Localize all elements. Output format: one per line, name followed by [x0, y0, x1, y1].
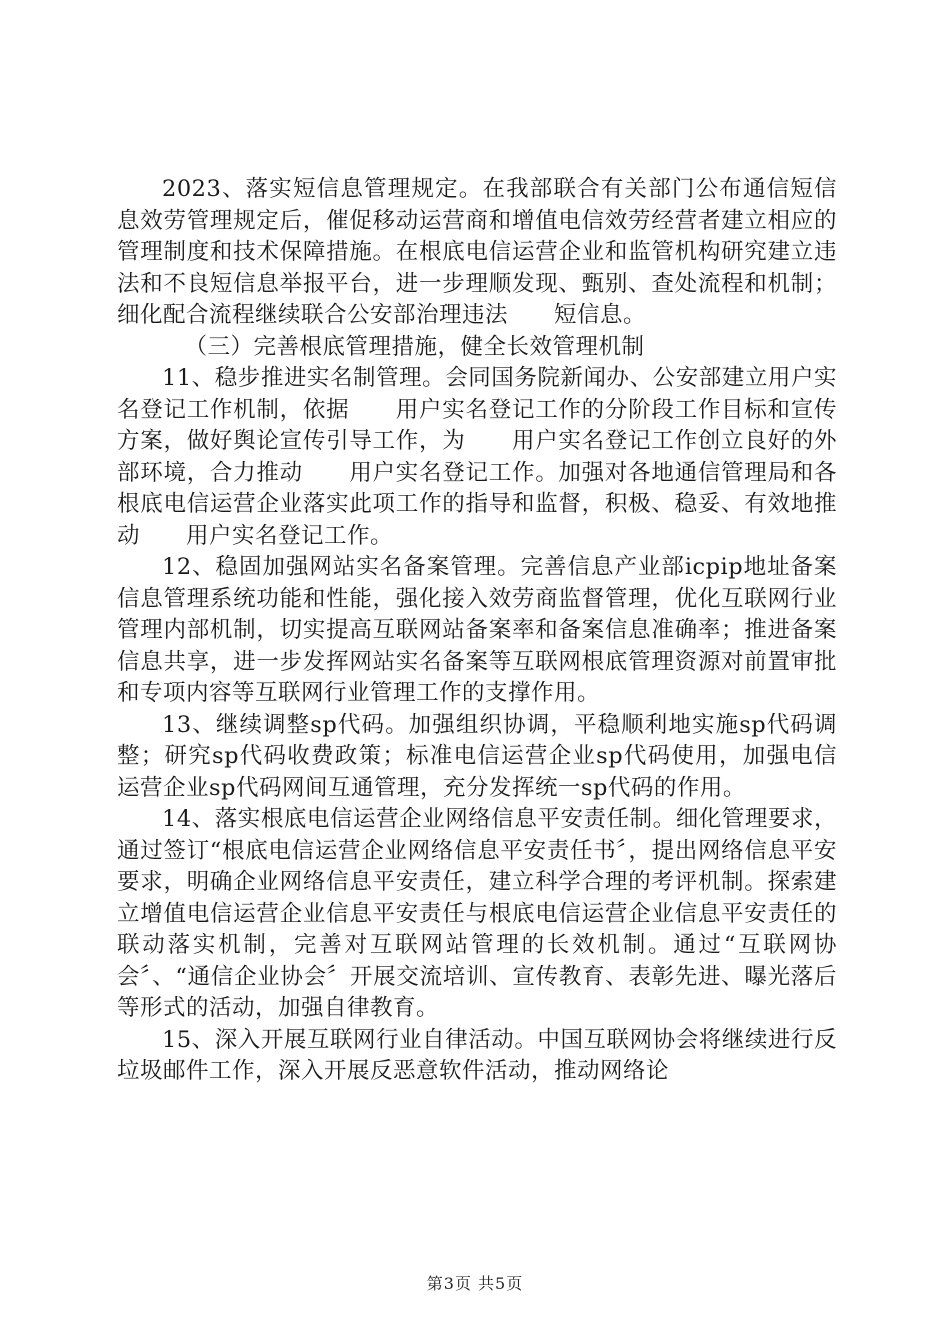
page-number: 第3页 共5页 [426, 1274, 524, 1293]
paragraph-sms-management: 2023、落实短信息管理规定。在我部联合有关部门公布通信短信息效劳管理规定后，催促移动运营商和增值电信效劳经营者建立相应的管理制度和技术保障措施。在根底电信运营企业和监管机构研究建立违法和不良短信息举报平台，进一步理顺发现、甄别、查处流程和机制；细化配合流程继续联合公安部治理违法 短信息。 [117, 176, 837, 328]
document-body [117, 174, 837, 1088]
paragraph-security-responsibility: 14、落实根底电信运营企业网络信息平安责任制。细化管理要求，通过签订“根底电信运营企业网络信息平安责任书〞，提出网络信息平安要求，明确企业网络信息平安责任，建立科学合理的考评机制。探索建立增值电信运营企业信息平安责任与根底电信运营企业信息平安责任的联动落实机制，完善对互联网站管理的长效机制。通过“互联网协会〞、“通信企业协会〞开展交流培训、宣传教育、表彰先进、曝光落后等形式的活动，加强自律教育。 [117, 806, 837, 1021]
paragraph-self-discipline: 15、深入开展互联网行业自律活动。中国互联网协会将继续进行反垃圾邮件工作，深入开展反恶意软件活动，推动网络论 [117, 1026, 837, 1084]
paragraph-real-name: 11、稳步推进实名制管理。会同国务院新闻办、公安部建立用户实名登记工作机制，依据 用户实名登记工作的分阶段工作目标和宣传方案，做好舆论宣传引导工作，为 用户实名登记工作创立良好的外部环境，合力推动 用户实名登记工作。加强对各地通信管理局和各根底电信运营企业落实此项工作的指导和监督，积极、稳妥、有效地推动 用户实名登记工作。 [117, 365, 837, 549]
paragraph-sp-code: 13、继续调整sp代码。加强组织协调，平稳顺利地实施sp代码调整；研究sp代码收费政策；标准电信运营企业sp代码使用，加强电信运营企业sp代码网间互通管理，充分发挥统一sp代码的作用。 [117, 711, 837, 801]
paragraph-website-filing: 12、稳固加强网站实名备案管理。完善信息产业部icpip地址备案信息管理系统功能和性能，强化接入效劳商监督管理，优化互联网行业管理内部机制，切实提高互联网站备案率和备案信息准确率；推进备案信息共享，进一步发挥网站实名备案等互联网根底管理资源对前置审批和专项内容等互联网行业管理工作的支撑作用。 [117, 554, 837, 706]
section-heading: （三）完善根底管理措施，健全长效管理机制 [184, 333, 645, 360]
